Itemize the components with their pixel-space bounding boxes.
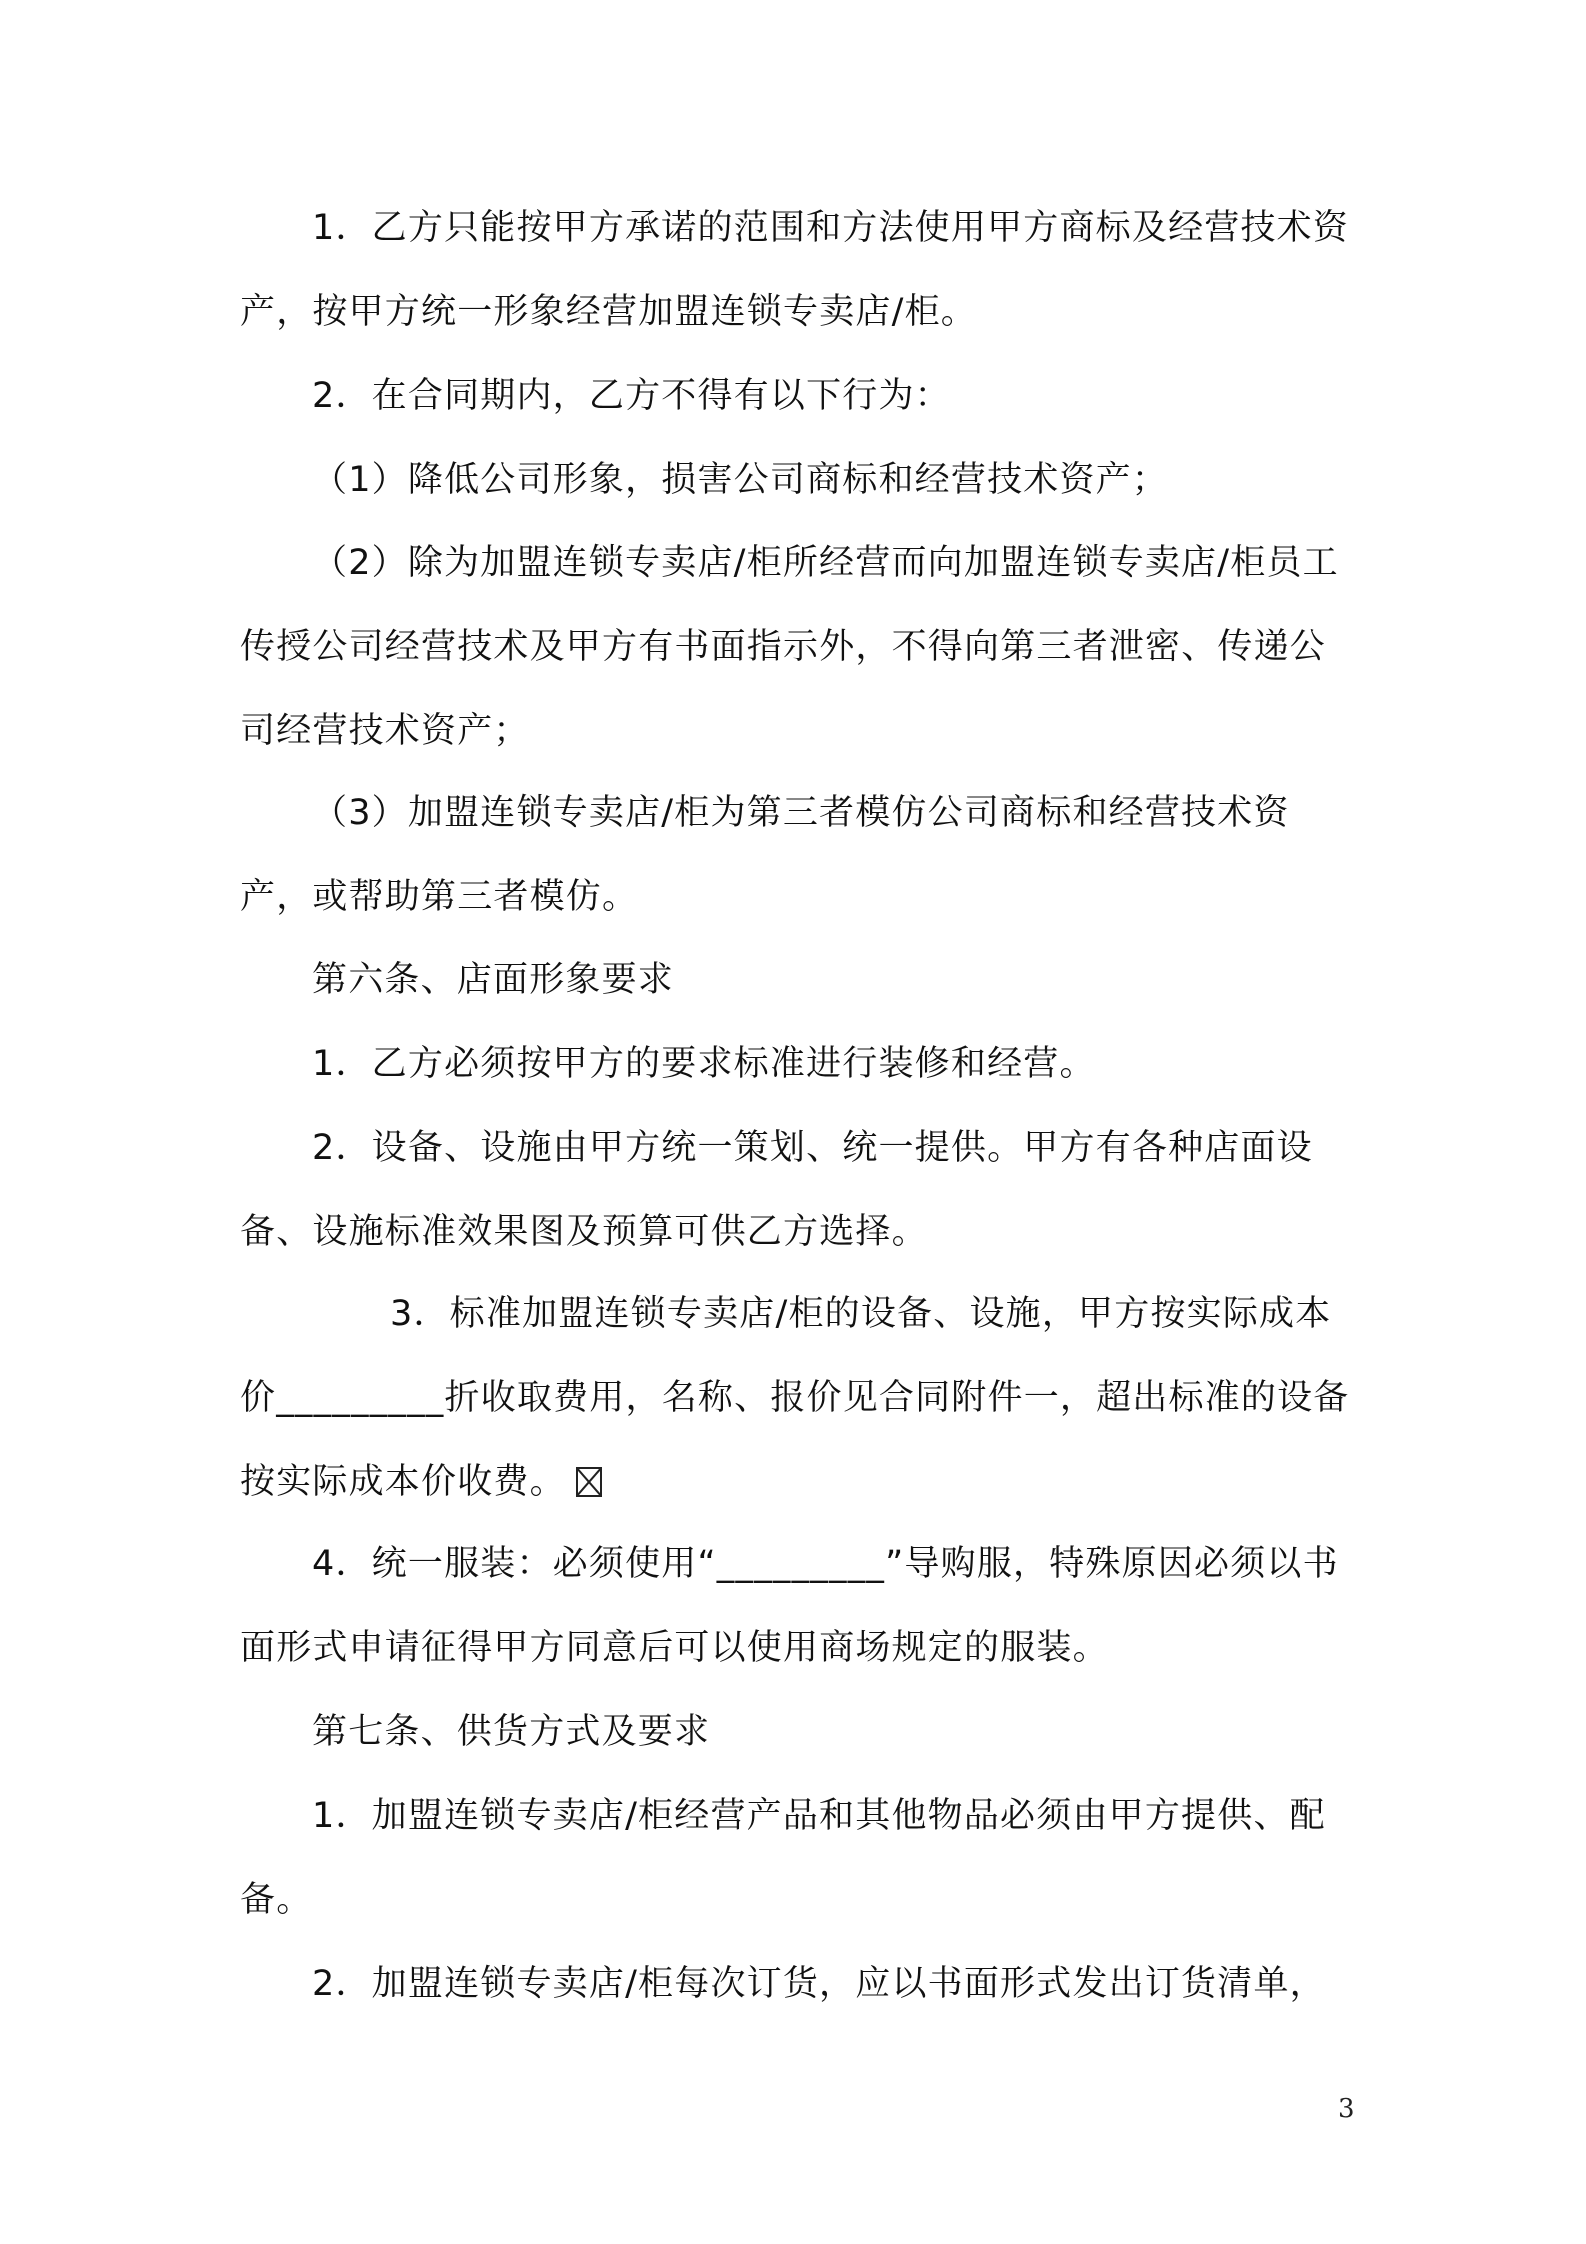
paragraph-1: 1．乙方只能按甲方承诺的范围和方法使用甲方商标及经营技术资产，按甲方统一形象经营加盟连锁专卖店/柜。	[240, 208, 1350, 332]
paragraph-2: 2．在合同期内，乙方不得有以下行为：	[312, 376, 951, 416]
paragraph-8: 2．设备、设施由甲方统一策划、统一提供。甲方有各种店面设备、设施标准效果图及预算可供乙方选择。	[240, 1128, 1313, 1252]
section-heading-6: 第六条、店面形象要求	[312, 960, 675, 1000]
paragraph-9-text: 3．标准加盟连锁专卖店/柜的设备、设施，甲方按实际成本价_________折收取费用，名称、报价见合同附件一，超出标准的设备按实际成本价收费。	[240, 1294, 1350, 1502]
paragraph-3: （1）降低公司形象，损害公司商标和经营技术资产；	[312, 460, 1169, 500]
paragraph-7: 1．乙方必须按甲方的要求标准进行装修和经营。	[312, 1044, 1096, 1084]
paragraph-4: （2）除为加盟连锁专卖店/柜所经营而向加盟连锁专卖店/柜员工传授公司经营技术及甲方有书面指示外，不得向第三者泄密、传递公司经营技术资产；	[240, 543, 1339, 751]
paragraph-5: （3）加盟连锁专卖店/柜为第三者模仿公司商标和经营技术资产，或帮助第三者模仿。	[240, 793, 1290, 917]
paragraph-12: 1．加盟连锁专卖店/柜经营产品和其他物品必须由甲方提供、配备。	[240, 1796, 1326, 1920]
paragraph-13: 2．加盟连锁专卖店/柜每次订货，应以书面形式发出订货清单，	[312, 1964, 1326, 2004]
page-number: 3	[1338, 2094, 1355, 2124]
checkbox-icon	[576, 1467, 602, 1497]
paragraph-10: 4．统一服装：必须使用“_________”导购服，特殊原因必须以书面形式申请征得甲方同意后可以使用商场规定的服装。	[240, 1544, 1339, 1668]
section-heading-7: 第七条、供货方式及要求	[312, 1712, 711, 1752]
paragraph-9	[240, 1272, 1356, 1524]
